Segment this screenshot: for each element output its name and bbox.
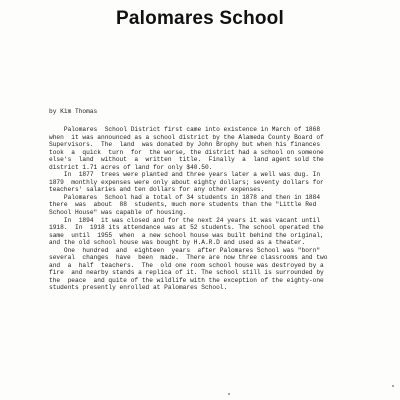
text-line: district 1.71 acres of land for only $40.50. [49,163,213,171]
text-line: when it was announced as a school district by the Alameda County Board of [49,133,324,141]
text-line: teachers' salaries and ten dollars for any other expenses. [49,186,265,194]
text-line: there was about 88 students, much more students than the "Little Red [49,201,317,209]
text-line: and the old school house was bought by H.A.R.D and used as a theater. [49,239,306,247]
scan-speck [392,385,394,387]
text-line: same until 1955 when a new school house was built behind the original, [49,231,324,239]
text-line: In 1894 it was closed and for the next 24 years it was vacant until [49,216,321,224]
text-line: else's land without a written title. Finally a land agent sold the [49,156,324,164]
text-line: students presently enrolled at Palomares School. [49,284,228,292]
text-line: Supervisors. The land was donated by John Brophy but when his finances [49,141,321,149]
text-line: 1918. In 1918 its attendance was at 52 students. The school operated the [49,224,324,232]
text-line: and a half teachers. The old one room school house was destroyed by a [49,261,324,269]
text-line: In 1877 trees were planted and three years later a well was dug. In [49,171,321,179]
text-line: Palomares School had a total of 34 students in 1878 and then in 1884 [49,193,321,201]
text-line: 1879 monthly expenses were only about eighty dollars; seventy dollars for [49,178,324,186]
text-line: the peace and quite of the wildlife with the exception of the eighty-one [49,276,324,284]
text-line: fire and nearby stands a replica of it. The school still is surrounded by [49,269,324,277]
text-line: several changes have been made. There are now three classrooms and two [49,254,328,262]
article-body [49,126,349,292]
text-line: School House" was capable of housing. [49,209,187,217]
page-title: Palomares School [116,8,284,29]
text-line: took a quick turn for the worse, the district had a school on someone [49,148,324,156]
author-byline: by Kim Thomas [49,108,98,115]
scan-speck [228,393,230,395]
text-line: One hundred and eighteen years after Palomares School was "born" [49,246,321,254]
text-line: Palomares School District first came into existence in March of 1868 [49,126,321,133]
